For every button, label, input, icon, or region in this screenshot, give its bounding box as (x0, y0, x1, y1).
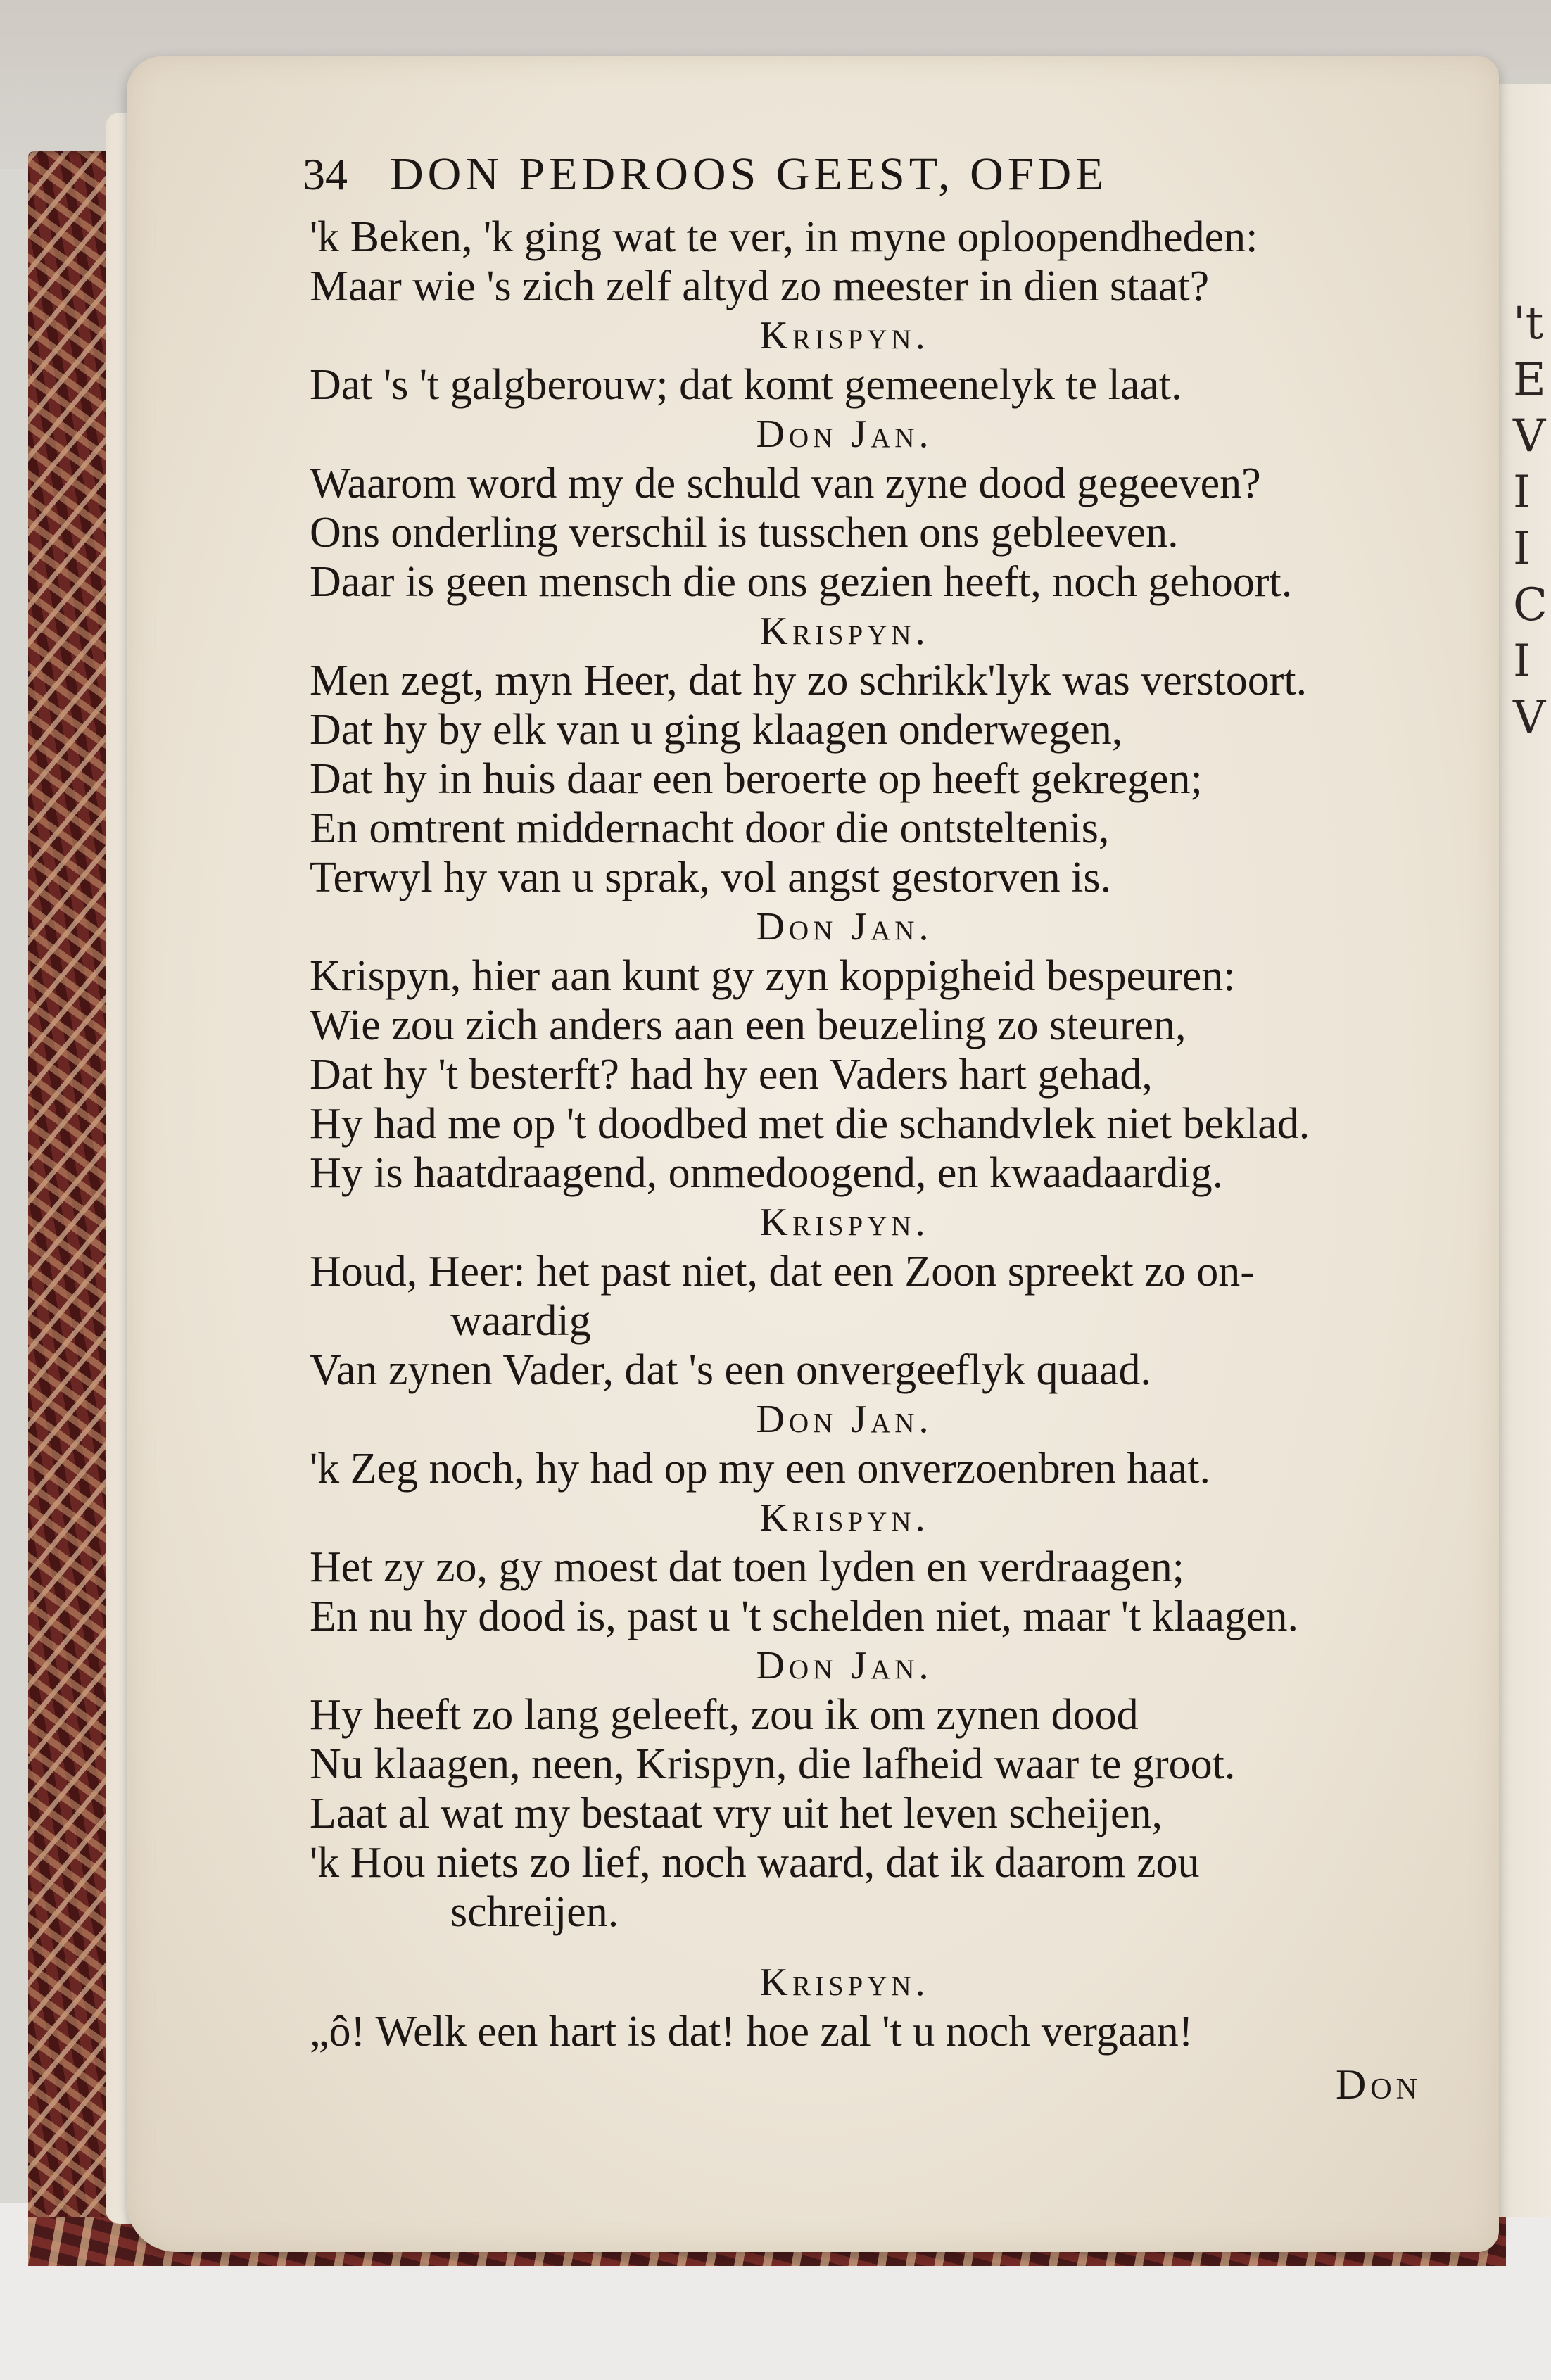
verse-line: En nu hy dood is, past u 't schelden niet, maar 't klaagen. (310, 1593, 1298, 1640)
verse-body (310, 213, 1422, 2056)
speaker-heading: Krispyn. (759, 314, 930, 357)
running-title: DON PEDROOS GEEST, OFDE (390, 148, 1108, 200)
page-text (303, 148, 1422, 2113)
page-number: 34 (303, 149, 348, 199)
facing-page-letter: V (1513, 410, 1546, 462)
facing-page-letter: V (1513, 692, 1546, 744)
verse-line: Van zynen Vader, dat 's een onvergeeflyk quaad. (310, 1346, 1152, 1394)
verse-line: „ô! Welk een hart is dat! hoe zal 't u noch vergaan! (310, 2008, 1194, 2056)
verse-line: Dat hy 't besterft? had hy een Vaders hart gehad, (310, 1051, 1153, 1099)
verse-line: Maar wie 's zich zelf altyd zo meester in dien staat? (310, 262, 1210, 310)
speaker-heading: Krispyn. (759, 1961, 930, 2004)
facing-page-letters (1513, 296, 1551, 746)
speaker-heading: Don Jan. (756, 412, 933, 456)
verse-line-continuation: schreijen. (450, 1888, 619, 1936)
speaker-heading: Don Jan. (756, 905, 933, 949)
speaker-heading: Krispyn. (759, 1201, 930, 1244)
facing-page-letter: C (1513, 579, 1547, 631)
facing-page-letter: I (1513, 635, 1531, 688)
speaker-heading: Krispyn. (759, 1496, 930, 1540)
verse-line: Dat 's 't galgberouw; dat komt gemeenelyk te laat. (310, 361, 1182, 409)
verse-line: Dat hy by elk van u ging klaagen onderwegen, (310, 706, 1123, 754)
verse-line: Dat hy in huis daar een beroerte op heeft gekregen; (310, 755, 1203, 803)
page-header (303, 148, 1422, 213)
verse-line: Het zy zo, gy moest dat toen lyden en verdraagen; (310, 1543, 1184, 1591)
spacer (310, 1937, 1422, 1958)
verse-line: Krispyn, hier aan kunt gy zyn koppigheid bespeuren: (310, 952, 1236, 1000)
verse-line: Hy had me op 't doodbed met die schandvlek niet beklad. (310, 1100, 1310, 1148)
facing-page-letter: 't (1513, 298, 1544, 350)
verse-line: Nu klaagen, neen, Krispyn, die lafheid waar te groot. (310, 1740, 1236, 1788)
verse-line: Houd, Heer: het past niet, dat een Zoon spreekt zo on- (310, 1248, 1255, 1296)
verse-line: En omtrent middernacht door die ontsteltenis, (310, 804, 1110, 852)
verse-line: Wie zou zich anders aan een beuzeling zo steuren, (310, 1001, 1186, 1049)
speaker-heading: Don Jan. (756, 1644, 933, 1688)
verse-line: Hy heeft zo lang geleeft, zou ik om zynen dood (310, 1691, 1139, 1739)
verse-line: Hy is haatdraagend, onmedoogend, en kwaadaardig. (310, 1149, 1224, 1197)
verse-line: Terwyl hy van u sprak, vol angst gestorven is. (310, 854, 1112, 901)
verse-line: Ons onderling verschil is tusschen ons gebleeven. (310, 509, 1179, 557)
verse-line: 'k Zeg noch, hy had op my een onverzoenbren haat. (310, 1445, 1210, 1493)
facing-page-letter: I (1513, 467, 1531, 519)
speaker-heading: Krispyn. (759, 609, 930, 653)
verse-line: Waarom word my de schuld van zyne dood gegeeven? (310, 460, 1261, 507)
facing-page-letter: I (1513, 523, 1531, 575)
verse-line: Daar is geen mensch die ons gezien heeft, noch gehoort. (310, 558, 1293, 606)
verse-line: Men zegt, myn Heer, dat hy zo schrikk'lyk was verstoort. (310, 657, 1308, 704)
verse-line: Laat al wat my bestaat vry uit het leven scheijen, (310, 1790, 1163, 1837)
verse-line: 'k Beken, 'k ging wat te ver, in myne oploopendheden: (310, 213, 1258, 261)
facing-page-letter: E (1513, 354, 1546, 406)
verse-line-continuation: waardig (450, 1297, 591, 1345)
catchword: Don (1336, 2061, 1422, 2108)
speaker-heading: Don Jan. (756, 1398, 933, 1441)
verse-line: 'k Hou niets zo lief, noch waard, dat ik daarom zou (310, 1839, 1200, 1887)
